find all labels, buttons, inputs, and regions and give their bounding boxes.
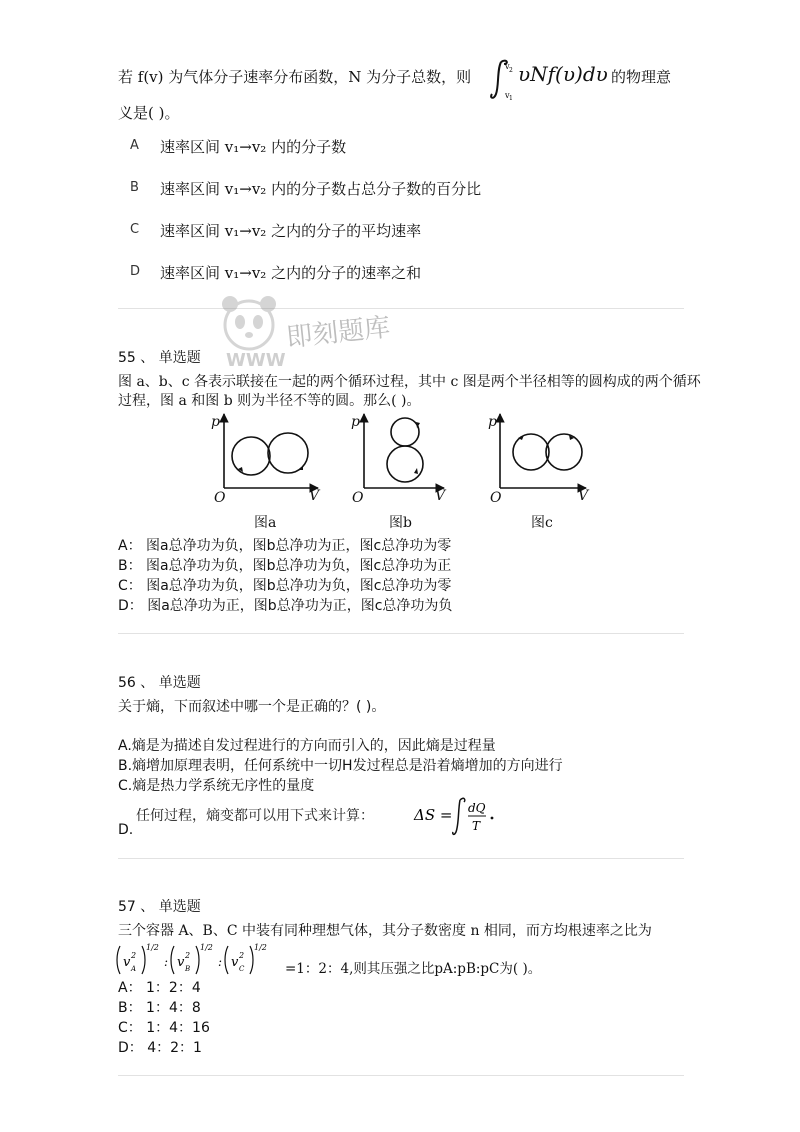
- svg-text:v: v: [231, 955, 239, 970]
- q56-option-c[interactable]: C.熵是热力学系统无序性的量度: [118, 778, 315, 794]
- svg-text:2: 2: [239, 951, 245, 960]
- option-letter: D: [130, 264, 141, 279]
- fig-c-caption: 图c: [531, 515, 553, 531]
- fig-b-caption: 图b: [389, 515, 412, 531]
- divider: [118, 633, 684, 634]
- divider: [118, 1075, 684, 1076]
- svg-text:A: A: [131, 965, 137, 973]
- watermark-sub: WWW: [226, 350, 286, 371]
- svg-text:dQ: dQ: [468, 801, 486, 815]
- figure-c: [500, 414, 586, 488]
- option-letter: A: [130, 138, 139, 153]
- svg-text:v: v: [177, 955, 185, 970]
- q55-stem-line1: 图 a、b、c 各表示联接在一起的两个循环过程，其中 c 图是两个半径相等的圆构成的两个循环: [118, 374, 701, 390]
- fig-b-origin: O: [352, 490, 364, 506]
- q55-option-d[interactable]: D： 图a总净功为正，图b总净功为正，图c总净功为负: [118, 598, 453, 614]
- q57-stem-line1: 三个容器 A、B、C 中装有同种理想气体，其分子数密度 n 相同，而方均根速率之比为: [118, 923, 652, 939]
- svg-text:2: 2: [131, 951, 137, 960]
- svg-text:T: T: [472, 819, 481, 833]
- q56-option-b[interactable]: B.熵增加原理表明，任何系统中一切H发过程总是沿着熵增加的方向进行: [118, 758, 563, 774]
- q57-option-c[interactable]: C： 1：4：16: [118, 1020, 210, 1036]
- q57-option-d[interactable]: D： 4：2：1: [118, 1040, 202, 1056]
- q55-option-c[interactable]: C： 图a总净功为负，图b总净功为负，图c总净功为零: [118, 578, 452, 594]
- q56-stem: 关于熵，下而叙述中哪一个是正确的？( )。: [118, 699, 386, 715]
- integral-sign: [487, 58, 515, 100]
- q55-stem-line2: 过程，图 a 和图 b 则为半径不等的圆。那么( )。: [118, 393, 421, 409]
- q55-option-b[interactable]: B： 图a总净功为负，图b总净功为负，图c总净功为正: [118, 558, 452, 574]
- svg-text::: :: [164, 955, 169, 969]
- fig-c-origin: O: [490, 490, 502, 506]
- svg-text:B: B: [185, 965, 191, 973]
- fig-b-p-label: p: [351, 414, 360, 430]
- panda-watermark-icon: [214, 288, 284, 358]
- q57-stem-line2: =1：2：4,则其压强之比pA:pB:pC为( )。: [285, 961, 542, 977]
- q54-stem-part1: 若 f(v) 为气体分子速率分布函数，N 为分子总数，则: [118, 68, 472, 86]
- q57-option-a[interactable]: A： 1：2：4: [118, 980, 201, 996]
- svg-text::: :: [218, 955, 223, 969]
- fig-a-origin: O: [214, 490, 226, 506]
- q54-stem-part2: 的物理意: [611, 68, 672, 86]
- watermark-text: 即刻题库: [284, 312, 392, 354]
- figure-b: [364, 414, 444, 488]
- fig-b-v-label: V: [435, 488, 446, 504]
- svg-text:1/2: 1/2: [254, 943, 267, 952]
- divider: [118, 858, 684, 859]
- fig-c-p-label: p: [488, 414, 497, 430]
- question-57-header: 57 、 单选题: [118, 899, 201, 915]
- svg-text:C: C: [239, 965, 245, 973]
- q57-option-b[interactable]: B： 1：4：8: [118, 1000, 201, 1016]
- svg-text:ΔS =: ΔS =: [414, 806, 453, 824]
- question-55-header: 55 、 单选题: [118, 350, 201, 366]
- fig-a-caption: 图a: [254, 515, 277, 531]
- entropy-formula: [412, 794, 504, 838]
- integral-expression: υNf(υ)dυ: [518, 62, 608, 86]
- option-text: 速率区间 v₁→v₂ 内的分子数: [160, 138, 347, 156]
- q56-option-d-text: 任何过程，熵变都可以用下式来计算：: [136, 808, 374, 824]
- figure-a: [224, 414, 318, 488]
- svg-text:v: v: [505, 62, 510, 71]
- option-letter: B: [130, 180, 139, 195]
- q54-stem-line2: 义是( )。: [118, 104, 180, 122]
- svg-text:1/2: 1/2: [200, 943, 213, 952]
- option-letter: C: [130, 222, 140, 237]
- q56-option-a[interactable]: A.熵是为描述自发过程进行的方向而引入的，因此熵是过程量: [118, 738, 496, 754]
- svg-text:v: v: [123, 955, 131, 970]
- option-text: 速率区间 v₁→v₂ 之内的分子的平均速率: [160, 222, 422, 240]
- svg-text:1: 1: [509, 95, 513, 100]
- svg-text:2: 2: [509, 67, 513, 74]
- q54-stem-line1: [118, 66, 471, 87]
- svg-text:v: v: [505, 91, 510, 100]
- fig-a-v-label: V: [309, 488, 320, 504]
- q55-option-a[interactable]: A： 图a总净功为负，图b总净功为正，图c总净功为零: [118, 538, 452, 554]
- divider: [118, 308, 684, 309]
- option-text: 速率区间 v₁→v₂ 内的分子数占总分子数的百分比: [160, 180, 482, 198]
- svg-text:2: 2: [185, 951, 191, 960]
- fig-a-p-label: p: [211, 414, 220, 430]
- svg-text:1/2: 1/2: [146, 943, 159, 952]
- fig-c-v-label: V: [578, 488, 589, 504]
- q56-option-d-letter: D.: [118, 822, 134, 838]
- question-56-header: 56 、 单选题: [118, 675, 201, 691]
- option-text: 速率区间 v₁→v₂ 之内的分子的速率之和: [160, 264, 422, 282]
